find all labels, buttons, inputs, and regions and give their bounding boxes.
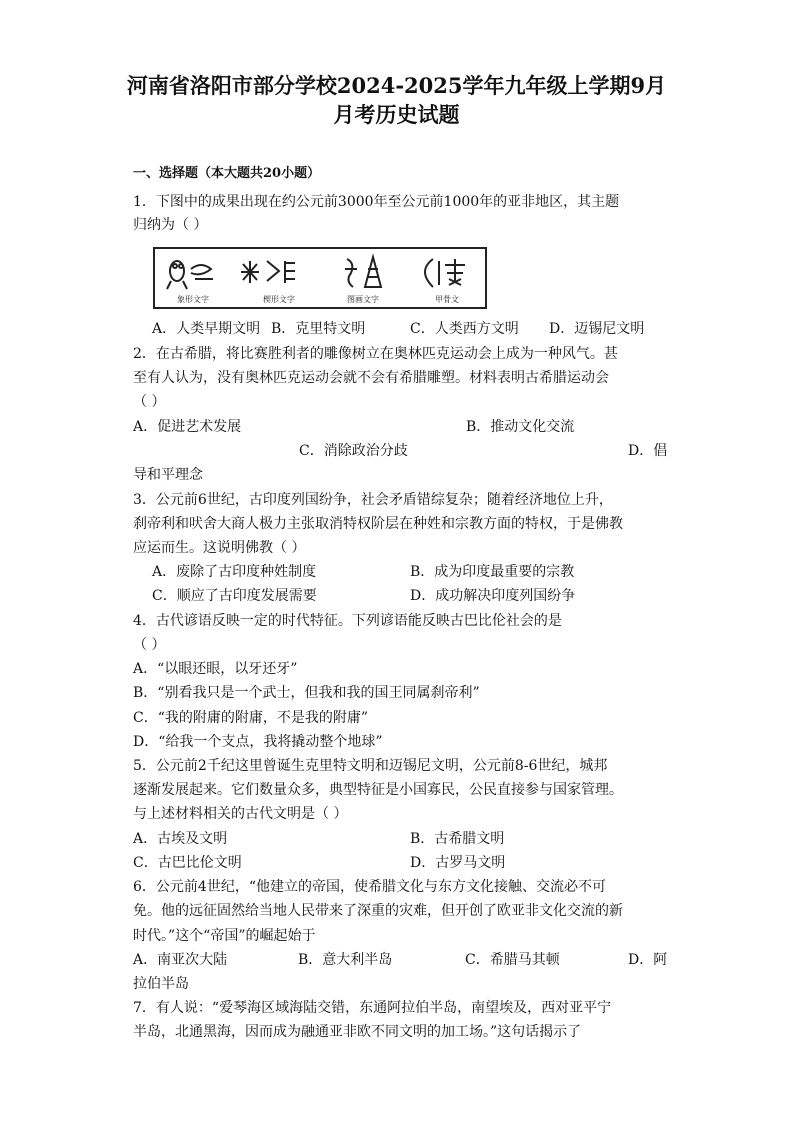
q5-stem-line2: 逐渐发展起来。它们数量众多，典型特征是小国寡民，公民直接参与国家管理。 — [133, 782, 623, 798]
q4-option-d[interactable]: D．“给我一个支点，我将撬动整个地球” — [133, 734, 383, 750]
q7-stem-line1: 7．有人说：“爱琴海区域海陆交错，东通阿拉伯半岛，南望埃及，西对亚平宁 — [133, 1000, 612, 1016]
figure-label-pictograph: 图画文字 — [347, 295, 379, 304]
figure-label-oracle-bone: 甲骨文 — [435, 295, 459, 304]
hieroglyph-owl-icon — [167, 261, 213, 289]
q5-option-c[interactable]: C．古巴比伦文明 — [133, 855, 242, 871]
q4-stem-line1: 4．古代谚语反映一定的时代特征。下列谚语能反映古巴比伦社会的是 — [133, 613, 562, 629]
q2-option-d[interactable]: D．倡 — [628, 443, 668, 459]
q2-option-d-wrap: 导和平理念 — [133, 467, 203, 483]
q6-option-d[interactable]: D．阿 — [628, 952, 668, 968]
figure-label-hieroglyph: 象形文字 — [177, 295, 209, 304]
q3-option-c[interactable]: C．顺应了古印度发展需要 — [152, 588, 317, 604]
q3-option-d[interactable]: D．成功解决印度列国纷争 — [410, 588, 576, 604]
q2-stem-line2: 至有人认为，没有奥林匹克运动会就不会有希腊雕塑。材料表明古希腊运动会 — [133, 370, 609, 386]
q2-stem-line1: 2．在古希腊，将比赛胜利者的雕像树立在奥林匹克运动会上成为一种风气。甚 — [133, 346, 618, 362]
q6-option-c[interactable]: C．希腊马其顿 — [465, 952, 560, 968]
q3-option-b[interactable]: B．成为印度最重要的宗教 — [410, 564, 575, 580]
pictograph-icon — [345, 257, 381, 287]
q2-stem-line3: （ ） — [133, 394, 166, 410]
q1-stem-line1: 1．下图中的成果出现在约公元前3000年至公元前1000年的亚非地区，其主题 — [133, 194, 620, 210]
q6-stem-line3: 时代。”这个“帝国”的崛起始于 — [133, 928, 316, 944]
section-heading: 一、选择题（本大题共20小题） — [133, 166, 321, 181]
q4-stem-line2: （ ） — [133, 637, 166, 653]
cuneiform-icon — [241, 261, 295, 283]
q5-option-d[interactable]: D．古罗马文明 — [410, 855, 506, 871]
q1-option-d[interactable]: D．迈锡尼文明 — [549, 321, 645, 337]
q4-option-b[interactable]: B．“别看我只是一个武士，但我和我的国王同属刹帝利” — [133, 685, 480, 701]
q5-option-b[interactable]: B．古希腊文明 — [410, 831, 505, 847]
q2-option-c[interactable]: C．消除政治分歧 — [299, 443, 408, 459]
q4-option-c[interactable]: C．“我的附庸的附庸，不是我的附庸” — [133, 710, 369, 726]
q6-option-b[interactable]: B．意大利半岛 — [298, 952, 393, 968]
q5-option-a[interactable]: A．古埃及文明 — [133, 831, 228, 847]
q1-figure — [153, 247, 487, 309]
q7-stem-line2: 半岛，北通黑海，因而成为融通亚非欧不同文明的加工场。”这句话揭示了 — [133, 1024, 582, 1040]
q2-option-a[interactable]: A．促进艺术发展 — [133, 419, 242, 435]
q3-option-a[interactable]: A．废除了古印度种姓制度 — [152, 564, 317, 580]
oracle-bone-icon — [425, 259, 465, 287]
page-title-line2: 月考历史试题 — [333, 102, 460, 127]
q1-option-c[interactable]: C．人类西方文明 — [410, 321, 519, 337]
page-title: 河南省洛阳市部分学校2024-2025学年九年级上学期9月 — [126, 73, 667, 98]
q2-option-b[interactable]: B．推动文化交流 — [466, 419, 575, 435]
q5-stem-line3: 与上述材料相关的古代文明是（ ） — [133, 806, 348, 822]
q6-option-a[interactable]: A．南亚次大陆 — [133, 952, 228, 968]
q6-option-d-wrap: 拉伯半岛 — [133, 976, 189, 992]
q1-option-a[interactable]: A．人类早期文明 — [152, 321, 261, 337]
q1-stem-line2: 归纳为（ ） — [133, 217, 208, 233]
q3-stem-line1: 3．公元前6世纪，古印度列国纷争，社会矛盾错综复杂；随着经济地位上升， — [133, 492, 613, 508]
q6-stem-line1: 6．公元前4世纪，“他建立的帝国，使希腊文化与东方文化接触、交流必不可 — [133, 879, 606, 895]
q1-option-b[interactable]: B．克里特文明 — [271, 321, 366, 337]
q3-stem-line2: 刹帝利和吠舍大商人极力主张取消特权阶层在种姓和宗教方面的特权，于是佛教 — [133, 516, 623, 532]
q4-option-a[interactable]: A．“以眼还眼，以牙还牙” — [133, 661, 298, 677]
q5-stem-line1: 5．公元前2千纪这里曾诞生克里特文明和迈锡尼文明，公元前8-6世纪，城邦 — [133, 758, 608, 774]
q6-stem-line2: 免。他的远征固然给当地人民带来了深重的灾难，但开创了欧亚非文化交流的新 — [133, 903, 623, 919]
figure-label-cuneiform: 楔形文字 — [263, 295, 295, 304]
q3-stem-line3: 应运而生。这说明佛教（ ） — [133, 540, 306, 556]
